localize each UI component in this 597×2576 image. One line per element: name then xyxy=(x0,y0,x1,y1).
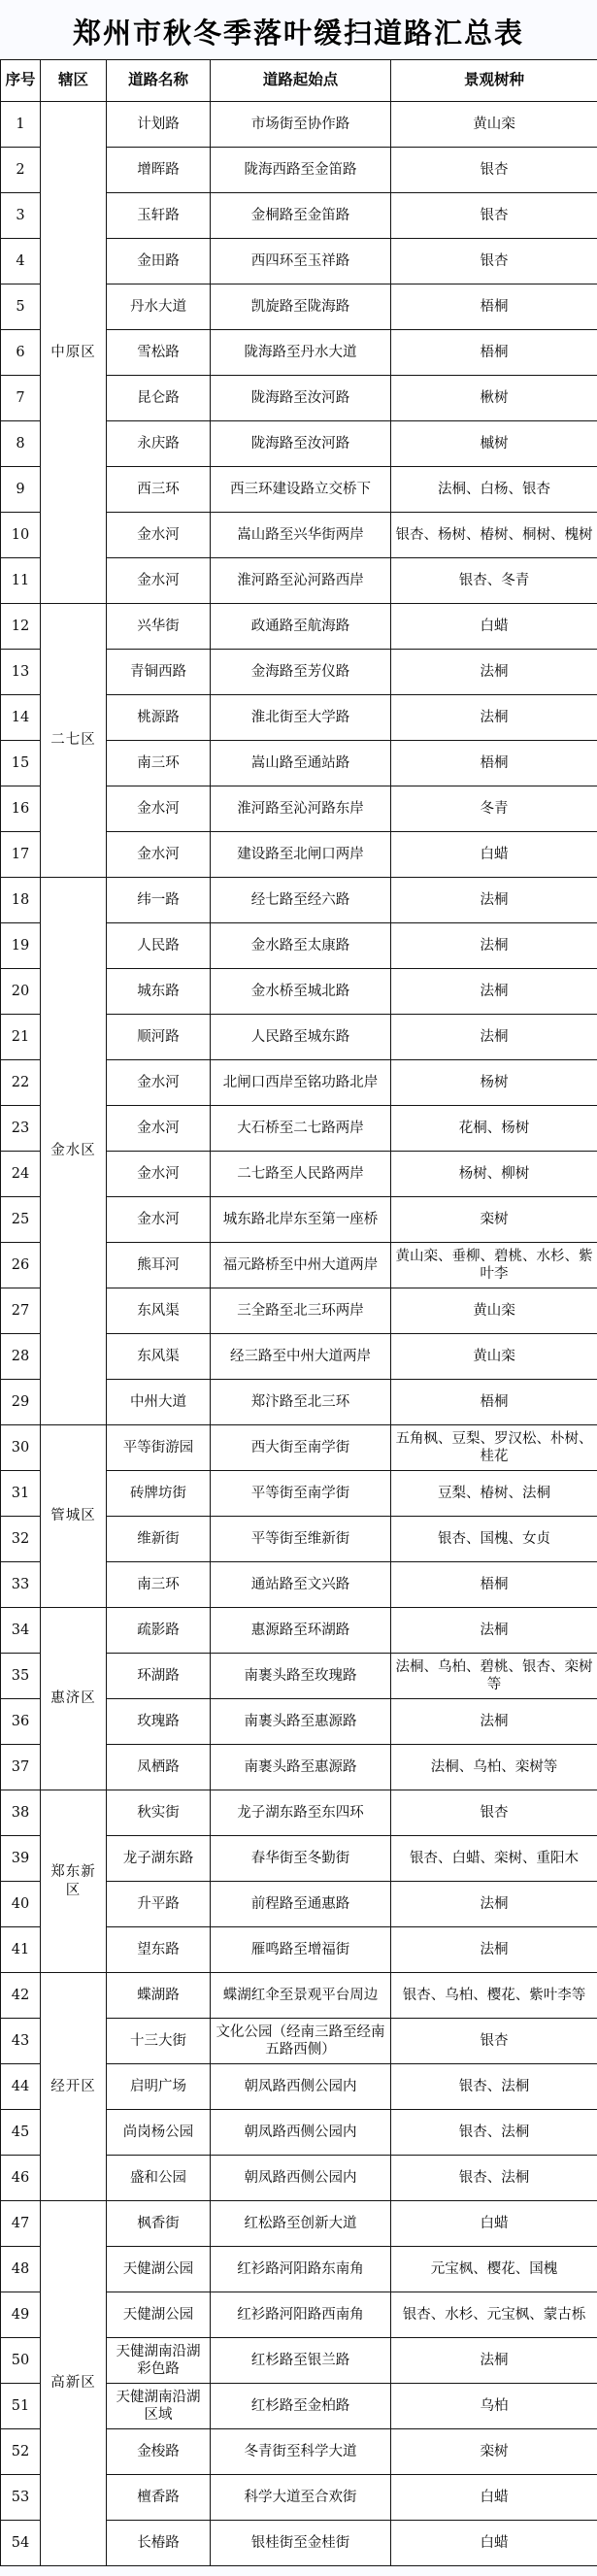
row-number-cell: 31 xyxy=(1,1471,41,1517)
road-section-cell: 淮河路至沁河路西岸 xyxy=(211,558,391,604)
tree-species-cell: 银杏 xyxy=(391,239,597,284)
road-name-cell: 南三环 xyxy=(107,1562,211,1608)
tree-species-cell: 法桐 xyxy=(391,695,597,741)
row-number-cell: 22 xyxy=(1,1060,41,1106)
tree-species-cell: 梧桐 xyxy=(391,330,597,376)
tree-species-cell: 槭树 xyxy=(391,421,597,467)
table-row xyxy=(1,1790,597,1836)
road-name-cell: 青铜西路 xyxy=(107,650,211,695)
road-section-cell: 红衫路河阳路西南角 xyxy=(211,2292,391,2338)
table-row xyxy=(1,604,597,650)
road-name-cell: 金水河 xyxy=(107,1106,211,1152)
tree-species-cell: 银杏 xyxy=(391,148,597,193)
row-number-cell: 46 xyxy=(1,2156,41,2201)
road-name-cell: 西三环 xyxy=(107,467,211,513)
road-name-cell: 盛和公园 xyxy=(107,2156,211,2201)
road-section-cell: 金水桥至城北路 xyxy=(211,969,391,1015)
header-row-number: 序号 xyxy=(1,60,41,102)
tree-species-cell: 黄山栾 xyxy=(391,1288,597,1334)
road-name-cell: 中州大道 xyxy=(107,1380,211,1425)
tree-species-cell: 杨树 xyxy=(391,1060,597,1106)
road-name-cell: 檀香路 xyxy=(107,2475,211,2521)
tree-species-cell: 法桐 xyxy=(391,2338,597,2384)
tree-species-cell: 法桐、乌柏、碧桃、银杏、栾树等 xyxy=(391,1654,597,1699)
row-number-cell: 17 xyxy=(1,832,41,878)
row-number-cell: 54 xyxy=(1,2521,41,2566)
row-number-cell: 53 xyxy=(1,2475,41,2521)
row-number-cell: 18 xyxy=(1,878,41,923)
row-number-cell: 26 xyxy=(1,1243,41,1288)
district-cell: 金水区 xyxy=(41,878,107,1425)
page-title: 郑州市秋冬季落叶缓扫道路汇总表 xyxy=(0,6,597,59)
road-name-cell: 金水河 xyxy=(107,1197,211,1243)
road-name-cell: 尚岗杨公园 xyxy=(107,2110,211,2156)
row-number-cell: 3 xyxy=(1,193,41,239)
road-section-cell: 金水路至太康路 xyxy=(211,923,391,969)
row-number-cell: 4 xyxy=(1,239,41,284)
road-section-cell: 冬青街至科学大道 xyxy=(211,2429,391,2475)
tree-species-cell: 银杏 xyxy=(391,1790,597,1836)
tree-species-cell: 银杏、水杉、元宝枫、蒙古栎 xyxy=(391,2292,597,2338)
row-number-cell: 5 xyxy=(1,284,41,330)
road-name-cell: 天健湖公园 xyxy=(107,2247,211,2292)
road-name-cell: 启明广场 xyxy=(107,2064,211,2110)
tree-species-cell: 白蜡 xyxy=(391,832,597,878)
road-section-cell: 人民路至城东路 xyxy=(211,1015,391,1060)
row-number-cell: 37 xyxy=(1,1745,41,1790)
road-name-cell: 枫香街 xyxy=(107,2201,211,2247)
road-name-cell: 疏影路 xyxy=(107,1608,211,1654)
district-cell: 经开区 xyxy=(41,1973,107,2201)
row-number-cell: 52 xyxy=(1,2429,41,2475)
road-name-cell: 砖牌坊街 xyxy=(107,1471,211,1517)
tree-species-cell: 银杏、乌柏、樱花、紫叶李等 xyxy=(391,1973,597,2019)
tree-species-cell: 法桐 xyxy=(391,878,597,923)
district-cell: 惠济区 xyxy=(41,1608,107,1790)
row-number-cell: 33 xyxy=(1,1562,41,1608)
road-section-cell: 建设路至北闸口两岸 xyxy=(211,832,391,878)
road-section-cell: 前程路至通惠路 xyxy=(211,1882,391,1927)
row-number-cell: 42 xyxy=(1,1973,41,2019)
header-district: 辖区 xyxy=(41,60,107,102)
tree-species-cell: 银杏、冬青 xyxy=(391,558,597,604)
road-section-cell: 南裹头路至惠源路 xyxy=(211,1745,391,1790)
road-section-cell: 春华街至冬勤街 xyxy=(211,1836,391,1882)
table-row xyxy=(1,1608,597,1654)
road-section-cell: 红衫路河阳路东南角 xyxy=(211,2247,391,2292)
tree-species-cell: 银杏 xyxy=(391,193,597,239)
tree-species-cell: 黄山栾 xyxy=(391,1334,597,1380)
tree-species-cell: 白蜡 xyxy=(391,2475,597,2521)
tree-species-cell: 梧桐 xyxy=(391,1380,597,1425)
road-section-cell: 政通路至航海路 xyxy=(211,604,391,650)
tree-species-cell: 元宝枫、樱花、国槐 xyxy=(391,2247,597,2292)
road-section-cell: 二七路至人民路两岸 xyxy=(211,1152,391,1197)
tree-species-cell: 银杏、国槐、女贞 xyxy=(391,1517,597,1562)
road-name-cell: 玫瑰路 xyxy=(107,1699,211,1745)
tree-species-cell: 花桐、杨树 xyxy=(391,1106,597,1152)
road-name-cell: 维新街 xyxy=(107,1517,211,1562)
road-name-cell: 龙子湖东路 xyxy=(107,1836,211,1882)
tree-species-cell: 银杏、白蜡、栾树、重阳木 xyxy=(391,1836,597,1882)
table-row xyxy=(1,1973,597,2019)
tree-species-cell: 法桐 xyxy=(391,650,597,695)
row-number-cell: 23 xyxy=(1,1106,41,1152)
road-section-cell: 朝凤路西侧公园内 xyxy=(211,2110,391,2156)
row-number-cell: 6 xyxy=(1,330,41,376)
row-number-cell: 30 xyxy=(1,1425,41,1471)
tree-species-cell: 法桐、白杨、银杏 xyxy=(391,467,597,513)
district-cell: 二七区 xyxy=(41,604,107,878)
row-number-cell: 19 xyxy=(1,923,41,969)
road-section-cell: 惠源路至环湖路 xyxy=(211,1608,391,1654)
row-number-cell: 49 xyxy=(1,2292,41,2338)
row-number-cell: 44 xyxy=(1,2064,41,2110)
road-name-cell: 蝶湖路 xyxy=(107,1973,211,2019)
tree-species-cell: 法桐、乌柏、栾树等 xyxy=(391,1745,597,1790)
district-cell: 中原区 xyxy=(41,102,107,604)
tree-species-cell: 五角枫、豆梨、罗汉松、朴树、桂花 xyxy=(391,1425,597,1471)
road-name-cell: 天健湖南沿湖区域 xyxy=(107,2384,211,2429)
road-name-cell: 金田路 xyxy=(107,239,211,284)
road-section-cell: 文化公园（经南三路至经南五路西侧） xyxy=(211,2019,391,2064)
road-section-cell: 南裹头路至惠源路 xyxy=(211,1699,391,1745)
row-number-cell: 16 xyxy=(1,786,41,832)
tree-species-cell: 银杏、杨树、椿树、桐树、槐树 xyxy=(391,513,597,558)
road-name-cell: 凤栖路 xyxy=(107,1745,211,1790)
road-section-cell: 红杉路至银兰路 xyxy=(211,2338,391,2384)
row-number-cell: 50 xyxy=(1,2338,41,2384)
road-section-cell: 雁鸣路至增福街 xyxy=(211,1927,391,1973)
road-name-cell: 顺河路 xyxy=(107,1015,211,1060)
road-section-cell: 淮北街至大学路 xyxy=(211,695,391,741)
road-name-cell: 升平路 xyxy=(107,1882,211,1927)
road-name-cell: 东风渠 xyxy=(107,1288,211,1334)
road-name-cell: 昆仑路 xyxy=(107,376,211,421)
tree-species-cell: 杨树、柳树 xyxy=(391,1152,597,1197)
road-section-cell: 城东路北岸东至第一座桥 xyxy=(211,1197,391,1243)
road-section-cell: 朝凤路西侧公园内 xyxy=(211,2156,391,2201)
road-name-cell: 纬一路 xyxy=(107,878,211,923)
row-number-cell: 47 xyxy=(1,2201,41,2247)
road-section-cell: 嵩山路至兴华街两岸 xyxy=(211,513,391,558)
row-number-cell: 34 xyxy=(1,1608,41,1654)
table-row xyxy=(1,102,597,148)
row-number-cell: 40 xyxy=(1,1882,41,1927)
road-name-cell: 金梭路 xyxy=(107,2429,211,2475)
tree-species-cell: 法桐 xyxy=(391,1927,597,1973)
tree-species-cell: 法桐 xyxy=(391,923,597,969)
road-section-cell: 三全路至北三环两岸 xyxy=(211,1288,391,1334)
road-section-cell: 北闸口西岸至铭功路北岸 xyxy=(211,1060,391,1106)
road-name-cell: 金水河 xyxy=(107,513,211,558)
tree-species-cell: 豆梨、椿树、法桐 xyxy=(391,1471,597,1517)
road-name-cell: 兴华街 xyxy=(107,604,211,650)
header-road-section: 道路起始点 xyxy=(211,60,391,102)
table-header xyxy=(1,60,597,102)
road-name-cell: 雪松路 xyxy=(107,330,211,376)
road-section-cell: 西四环至玉祥路 xyxy=(211,239,391,284)
road-section-cell: 陇海路至汝河路 xyxy=(211,421,391,467)
road-section-cell: 南裹头路至玫瑰路 xyxy=(211,1654,391,1699)
tree-species-cell: 银杏、法桐 xyxy=(391,2156,597,2201)
road-section-cell: 凯旋路至陇海路 xyxy=(211,284,391,330)
district-cell: 管城区 xyxy=(41,1425,107,1608)
road-section-cell: 红杉路至金柏路 xyxy=(211,2384,391,2429)
tree-species-cell: 栾树 xyxy=(391,1197,597,1243)
row-number-cell: 9 xyxy=(1,467,41,513)
road-name-cell: 天健湖南沿湖彩色路 xyxy=(107,2338,211,2384)
row-number-cell: 12 xyxy=(1,604,41,650)
table-body xyxy=(1,102,597,2566)
road-section-cell: 嵩山路至通站路 xyxy=(211,741,391,786)
tree-species-cell: 白蜡 xyxy=(391,2201,597,2247)
row-number-cell: 8 xyxy=(1,421,41,467)
tree-species-cell: 法桐 xyxy=(391,1699,597,1745)
road-section-cell: 大石桥至二七路两岸 xyxy=(211,1106,391,1152)
road-name-cell: 望东路 xyxy=(107,1927,211,1973)
road-section-cell: 金海路至芳仪路 xyxy=(211,650,391,695)
row-number-cell: 14 xyxy=(1,695,41,741)
tree-species-cell: 银杏、法桐 xyxy=(391,2064,597,2110)
road-section-cell: 陇海路至丹水大道 xyxy=(211,330,391,376)
road-section-cell: 郑汴路至北三环 xyxy=(211,1380,391,1425)
tree-species-cell: 黄山栾、垂柳、碧桃、水杉、紫叶李 xyxy=(391,1243,597,1288)
tree-species-cell: 楸树 xyxy=(391,376,597,421)
row-number-cell: 32 xyxy=(1,1517,41,1562)
row-number-cell: 20 xyxy=(1,969,41,1015)
road-name-cell: 秋实街 xyxy=(107,1790,211,1836)
road-section-cell: 经七路至经六路 xyxy=(211,878,391,923)
road-name-cell: 熊耳河 xyxy=(107,1243,211,1288)
road-section-cell: 西大街至南学街 xyxy=(211,1425,391,1471)
tree-species-cell: 黄山栾 xyxy=(391,102,597,148)
row-number-cell: 51 xyxy=(1,2384,41,2429)
table-row xyxy=(1,878,597,923)
road-section-cell: 淮河路至沁河路东岸 xyxy=(211,786,391,832)
road-name-cell: 长椿路 xyxy=(107,2521,211,2566)
road-name-cell: 增晖路 xyxy=(107,148,211,193)
road-name-cell: 城东路 xyxy=(107,969,211,1015)
tree-species-cell: 银杏、法桐 xyxy=(391,2110,597,2156)
road-section-cell: 朝凤路西侧公园内 xyxy=(211,2064,391,2110)
tree-species-cell: 梧桐 xyxy=(391,741,597,786)
road-name-cell: 东风渠 xyxy=(107,1334,211,1380)
tree-species-cell: 法桐 xyxy=(391,1608,597,1654)
road-name-cell: 永庆路 xyxy=(107,421,211,467)
tree-species-cell: 梧桐 xyxy=(391,284,597,330)
row-number-cell: 43 xyxy=(1,2019,41,2064)
tree-species-cell: 冬青 xyxy=(391,786,597,832)
tree-species-cell: 法桐 xyxy=(391,1882,597,1927)
row-number-cell: 24 xyxy=(1,1152,41,1197)
road-section-cell: 蝶湖红伞至景观平台周边 xyxy=(211,1973,391,2019)
row-number-cell: 13 xyxy=(1,650,41,695)
road-name-cell: 金水河 xyxy=(107,832,211,878)
tree-species-cell: 白蜡 xyxy=(391,2521,597,2566)
row-number-cell: 39 xyxy=(1,1836,41,1882)
row-number-cell: 2 xyxy=(1,148,41,193)
road-name-cell: 平等街游园 xyxy=(107,1425,211,1471)
tree-species-cell: 法桐 xyxy=(391,1015,597,1060)
road-name-cell: 金水河 xyxy=(107,558,211,604)
row-number-cell: 1 xyxy=(1,102,41,148)
road-section-cell: 平等街至南学街 xyxy=(211,1471,391,1517)
row-number-cell: 25 xyxy=(1,1197,41,1243)
road-section-cell: 金桐路至金笛路 xyxy=(211,193,391,239)
road-section-cell: 福元路桥至中州大道两岸 xyxy=(211,1243,391,1288)
road-section-cell: 陇海路至汝河路 xyxy=(211,376,391,421)
table-row xyxy=(1,2201,597,2247)
row-number-cell: 11 xyxy=(1,558,41,604)
road-section-cell: 西三环建设路立交桥下 xyxy=(211,467,391,513)
header-row xyxy=(1,60,597,102)
row-number-cell: 27 xyxy=(1,1288,41,1334)
row-number-cell: 45 xyxy=(1,2110,41,2156)
road-name-cell: 丹水大道 xyxy=(107,284,211,330)
tree-species-cell: 梧桐 xyxy=(391,1562,597,1608)
road-name-cell: 金水河 xyxy=(107,1060,211,1106)
road-section-cell: 龙子湖东路至东四环 xyxy=(211,1790,391,1836)
road-section-cell: 通站路至文兴路 xyxy=(211,1562,391,1608)
road-section-cell: 科学大道至合欢街 xyxy=(211,2475,391,2521)
header-tree-species: 景观树种 xyxy=(391,60,597,102)
table-row xyxy=(1,1425,597,1471)
row-number-cell: 7 xyxy=(1,376,41,421)
row-number-cell: 15 xyxy=(1,741,41,786)
road-name-cell: 金水河 xyxy=(107,1152,211,1197)
row-number-cell: 48 xyxy=(1,2247,41,2292)
tree-species-cell: 白蜡 xyxy=(391,604,597,650)
road-section-cell: 平等街至维新街 xyxy=(211,1517,391,1562)
row-number-cell: 41 xyxy=(1,1927,41,1973)
row-number-cell: 28 xyxy=(1,1334,41,1380)
road-name-cell: 玉轩路 xyxy=(107,193,211,239)
road-name-cell: 天健湖公园 xyxy=(107,2292,211,2338)
road-section-cell: 陇海西路至金笛路 xyxy=(211,148,391,193)
road-section-cell: 银桂街至金桂街 xyxy=(211,2521,391,2566)
road-name-cell: 环湖路 xyxy=(107,1654,211,1699)
road-name-cell: 人民路 xyxy=(107,923,211,969)
district-cell: 高新区 xyxy=(41,2201,107,2566)
row-number-cell: 21 xyxy=(1,1015,41,1060)
road-section-cell: 市场街至协作路 xyxy=(211,102,391,148)
tree-species-cell: 银杏 xyxy=(391,2019,597,2064)
road-name-cell: 金水河 xyxy=(107,786,211,832)
roads-table xyxy=(0,59,597,2566)
row-number-cell: 38 xyxy=(1,1790,41,1836)
road-name-cell: 桃源路 xyxy=(107,695,211,741)
road-name-cell: 南三环 xyxy=(107,741,211,786)
tree-species-cell: 乌柏 xyxy=(391,2384,597,2429)
row-number-cell: 10 xyxy=(1,513,41,558)
row-number-cell: 29 xyxy=(1,1380,41,1425)
road-section-cell: 红松路至创新大道 xyxy=(211,2201,391,2247)
row-number-cell: 35 xyxy=(1,1654,41,1699)
header-road-name: 道路名称 xyxy=(107,60,211,102)
road-section-cell: 经三路至中州大道两岸 xyxy=(211,1334,391,1380)
road-name-cell: 十三大街 xyxy=(107,2019,211,2064)
road-name-cell: 计划路 xyxy=(107,102,211,148)
tree-species-cell: 法桐 xyxy=(391,969,597,1015)
row-number-cell: 36 xyxy=(1,1699,41,1745)
tree-species-cell: 栾树 xyxy=(391,2429,597,2475)
district-cell: 郑东新区 xyxy=(41,1790,107,1973)
